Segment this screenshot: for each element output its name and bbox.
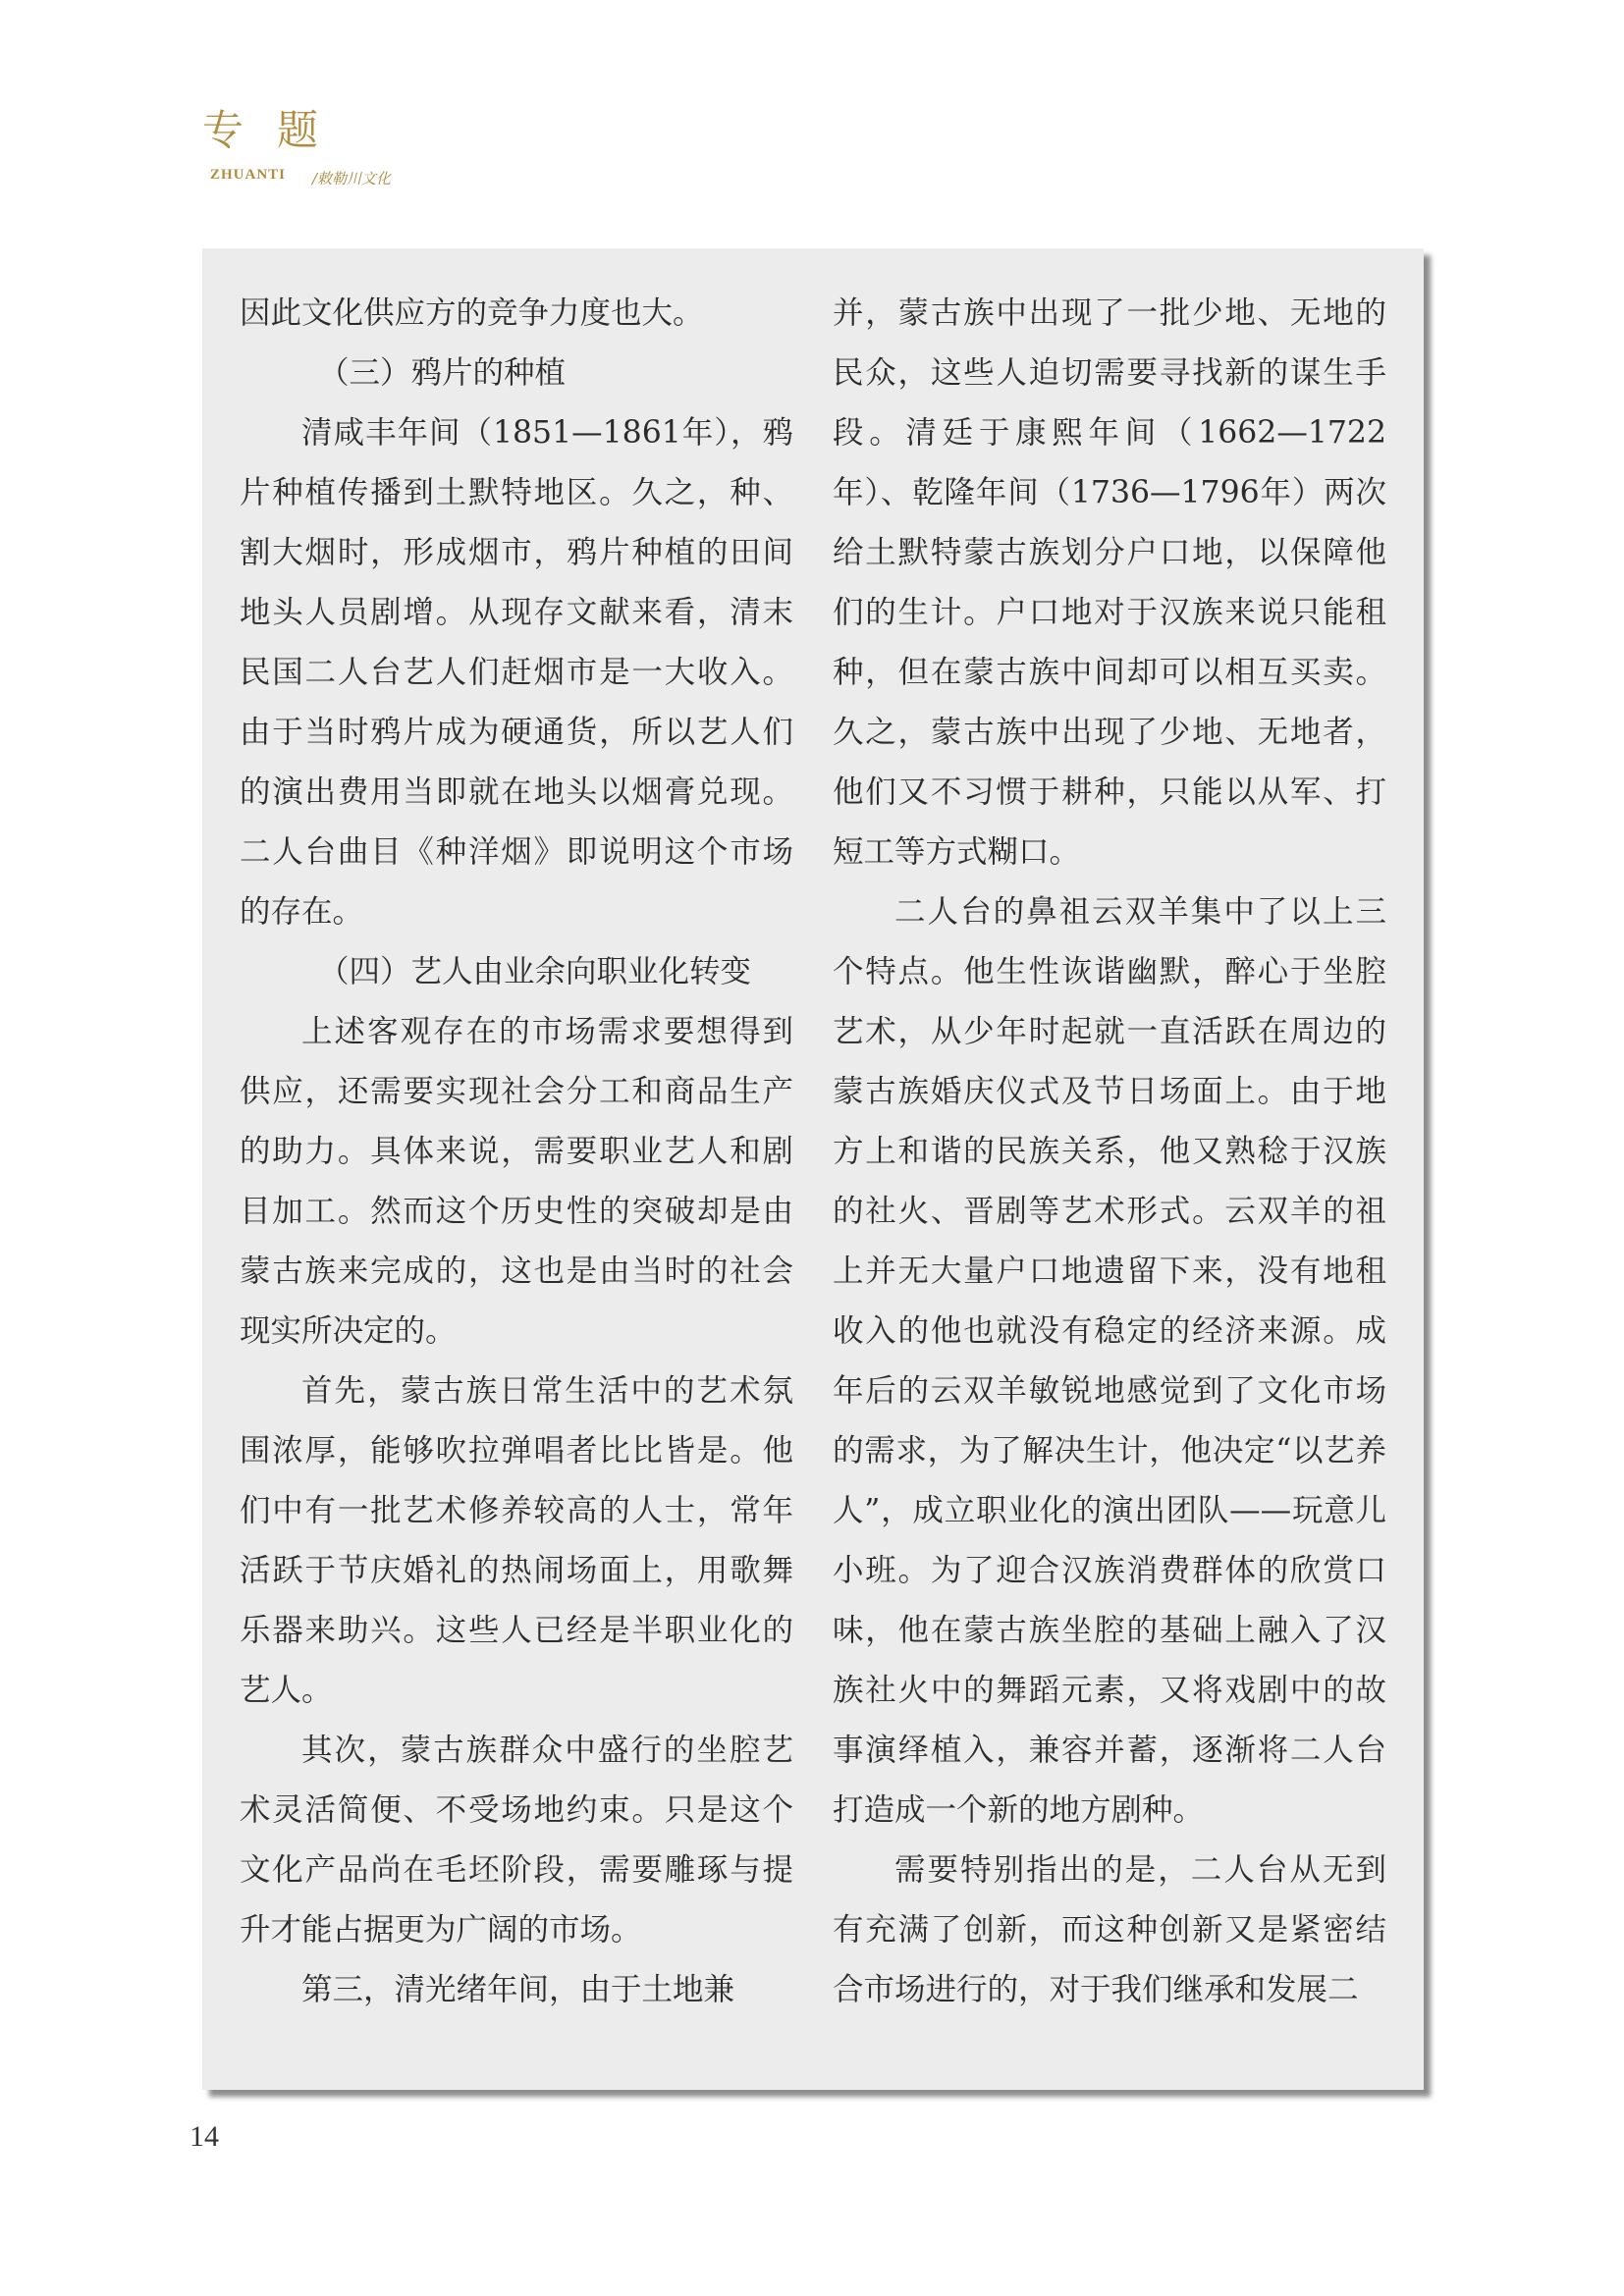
paragraph: 首先，蒙古族日常生活中的艺术氛围浓厚，能够吹拉弹唱者比比皆是。他们中有一批艺术修养较高的人士，常年活跃于节庆婚礼的热闹场面上，用歌舞乐器来助兴。这些人已经是半职业化的艺人。: [240, 1373, 793, 1708]
section-subtitle: /敕勒川文化: [312, 170, 392, 187]
page-number: 14: [189, 2120, 219, 2153]
paragraph: 上述客观存在的市场需求要想得到供应，还需要实现社会分工和商品生产的助力。具体来说，需要职业艺人和剧目加工。然而这个历史性的突破却是由蒙古族来完成的，这也是由当时的社会现实所决定的。: [240, 1014, 793, 1349]
right-column: [833, 284, 1386, 2020]
subheading: （三）鸦片的种植: [318, 355, 567, 391]
section-pinyin: ZHUANTI: [210, 167, 287, 183]
article-panel: [202, 248, 1424, 2090]
paragraph: 需要特别指出的是，二人台从无到有充满了创新，而这种创新又是紧密结合市场进行的，对于我们继承和发展二: [833, 1852, 1386, 2007]
section-title: 专题: [202, 106, 352, 154]
paragraph: 第三，清光绪年间，由于土地兼: [301, 1972, 735, 2007]
paragraph: 二人台的鼻祖云双羊集中了以上三个特点。他生性诙谐幽默，醉心于坐腔艺术，从少年时起就一直活跃在周边的蒙古族婚庆仪式及节日场面上。由于地方上和谐的民族关系，他又熟稔于汉族的社火、晋剧等艺术形式。云双羊的祖上并无大量户口地遗留下来，没有地租收入的他也就没有稳定的经济来源。成年后的云双羊敏锐地感觉到了文化市场的需求，为了解决生计，他决定“以艺养人”，成立职业化的演出团队——玩意儿小班。为了迎合汉族消费群体的欣赏口味，他在蒙古族坐腔的基础上融入了汉族社火中的舞蹈元素，又将戏剧中的故事演绎植入，兼容并蓄，逐渐将二人台打造成一个新的地方剧种。: [833, 894, 1386, 1828]
paragraph: 因此文化供应方的竞争力度也大。: [240, 295, 704, 331]
subheading: （四）艺人由业余向职业化转变: [318, 954, 752, 989]
paragraph: 清咸丰年间（1851—1861年），鸦片种植传播到土默特地区。久之，种、割大烟时，形成烟市，鸦片种植的田间地头人员剧增。从现存文献来看，清末民国二人台艺人们赶烟市是一大收入。由于当时鸦片成为硬通货，所以艺人们的演出费用当即就在地头以烟膏兑现。二人台曲目《种洋烟》即说明这个市场的存在。: [240, 415, 793, 930]
paragraph: 并，蒙古族中出现了一批少地、无地的民众，这些人迫切需要寻找新的谋生手段。清廷于康熙年间（1662—1722年）、乾隆年间（1736—1796年）两次给土默特蒙古族划分户口地，以保障他们的生计。户口地对于汉族来说只能租种，但在蒙古族中间却可以相互买卖。久之，蒙古族中出现了少地、无地者，他们又不习惯于耕种，只能以从军、打短工等方式糊口。: [833, 295, 1386, 870]
left-column: [240, 284, 793, 2020]
paragraph: 其次，蒙古族群众中盛行的坐腔艺术灵活简便、不受场地约束。只是这个文化产品尚在毛坯阶段，需要雕琢与提升才能占据更为广阔的市场。: [240, 1733, 793, 1948]
